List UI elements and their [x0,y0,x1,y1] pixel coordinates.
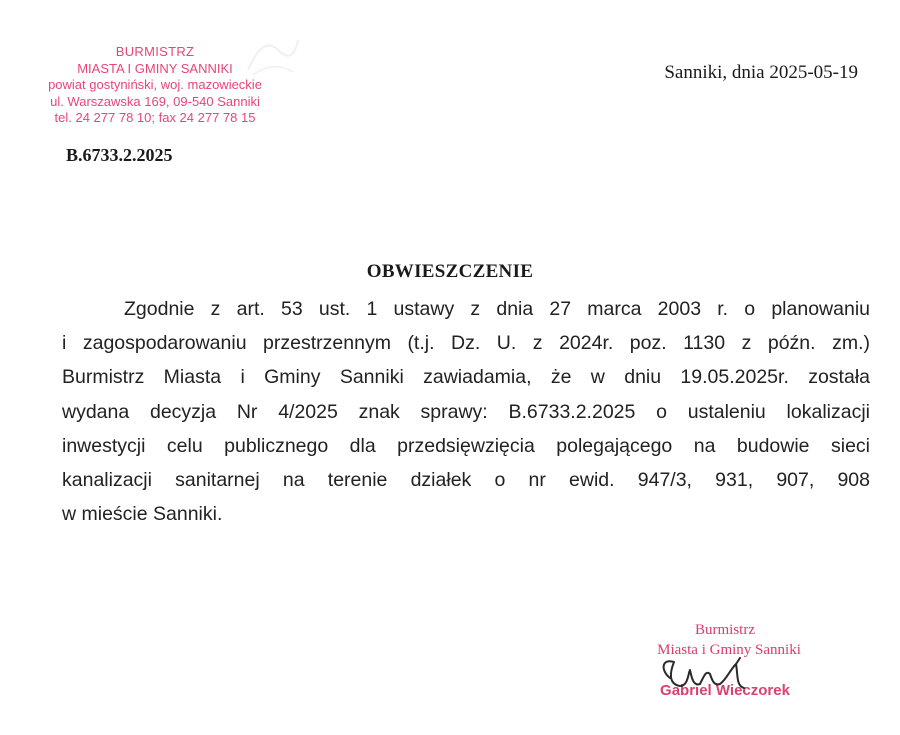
place-and-date: Sanniki, dnia 2025-05-19 [664,62,858,83]
faint-emblem-mark [243,30,303,80]
handwritten-signature [640,640,780,700]
document-title: OBWIESZCZENIE [366,261,534,282]
signature-title: Burmistrz [695,622,755,638]
signature-office: Miasta i Gminy Sanniki [657,642,801,658]
stamp-line-phone: tel. 24 277 78 10; fax 24 277 78 15 [54,110,256,125]
body-line: Burmistrz Miasta i Gminy Sanniki zawiadamia, że w dniu 19.05.2025r. została [62,366,870,389]
stamp-line-municipality: MIASTA I GMINY SANNIKI [77,60,233,76]
body-line: kanalizacji sanitarnej na terenie działek o nr ewid. 947/3, 931, 907, 908 [62,469,870,492]
signature-name: Gabriel Wieczorek [660,682,790,699]
case-number: B.6733.2.2025 [66,145,173,165]
body-line: wydana decyzja Nr 4/2025 znak sprawy: B.6733.2.2025 o ustaleniu lokalizacji [62,400,870,423]
body-line: Zgodnie z art. 53 ust. 1 ustawy z dnia 27 marca 2003 r. o planowaniu [124,298,870,320]
stamp-line-office: BURMISTRZ [115,44,195,59]
body-line: i zagospodarowaniu przestrzennym (t.j. Dz. U. z 2024r. poz. 1130 z późn. zm.) [62,332,870,355]
body-line: w mieście Sanniki. [62,503,223,526]
body-line: inwestycji celu publicznego dla przedsięwzięcia polegającego na budowie sieci [62,434,870,457]
stamp-line-address: ul. Warszawska 169, 09-540 Sanniki [50,93,260,109]
document-body [62,292,870,531]
stamp-line-county: powiat gostyniński, woj. mazowieckie [48,77,262,92]
